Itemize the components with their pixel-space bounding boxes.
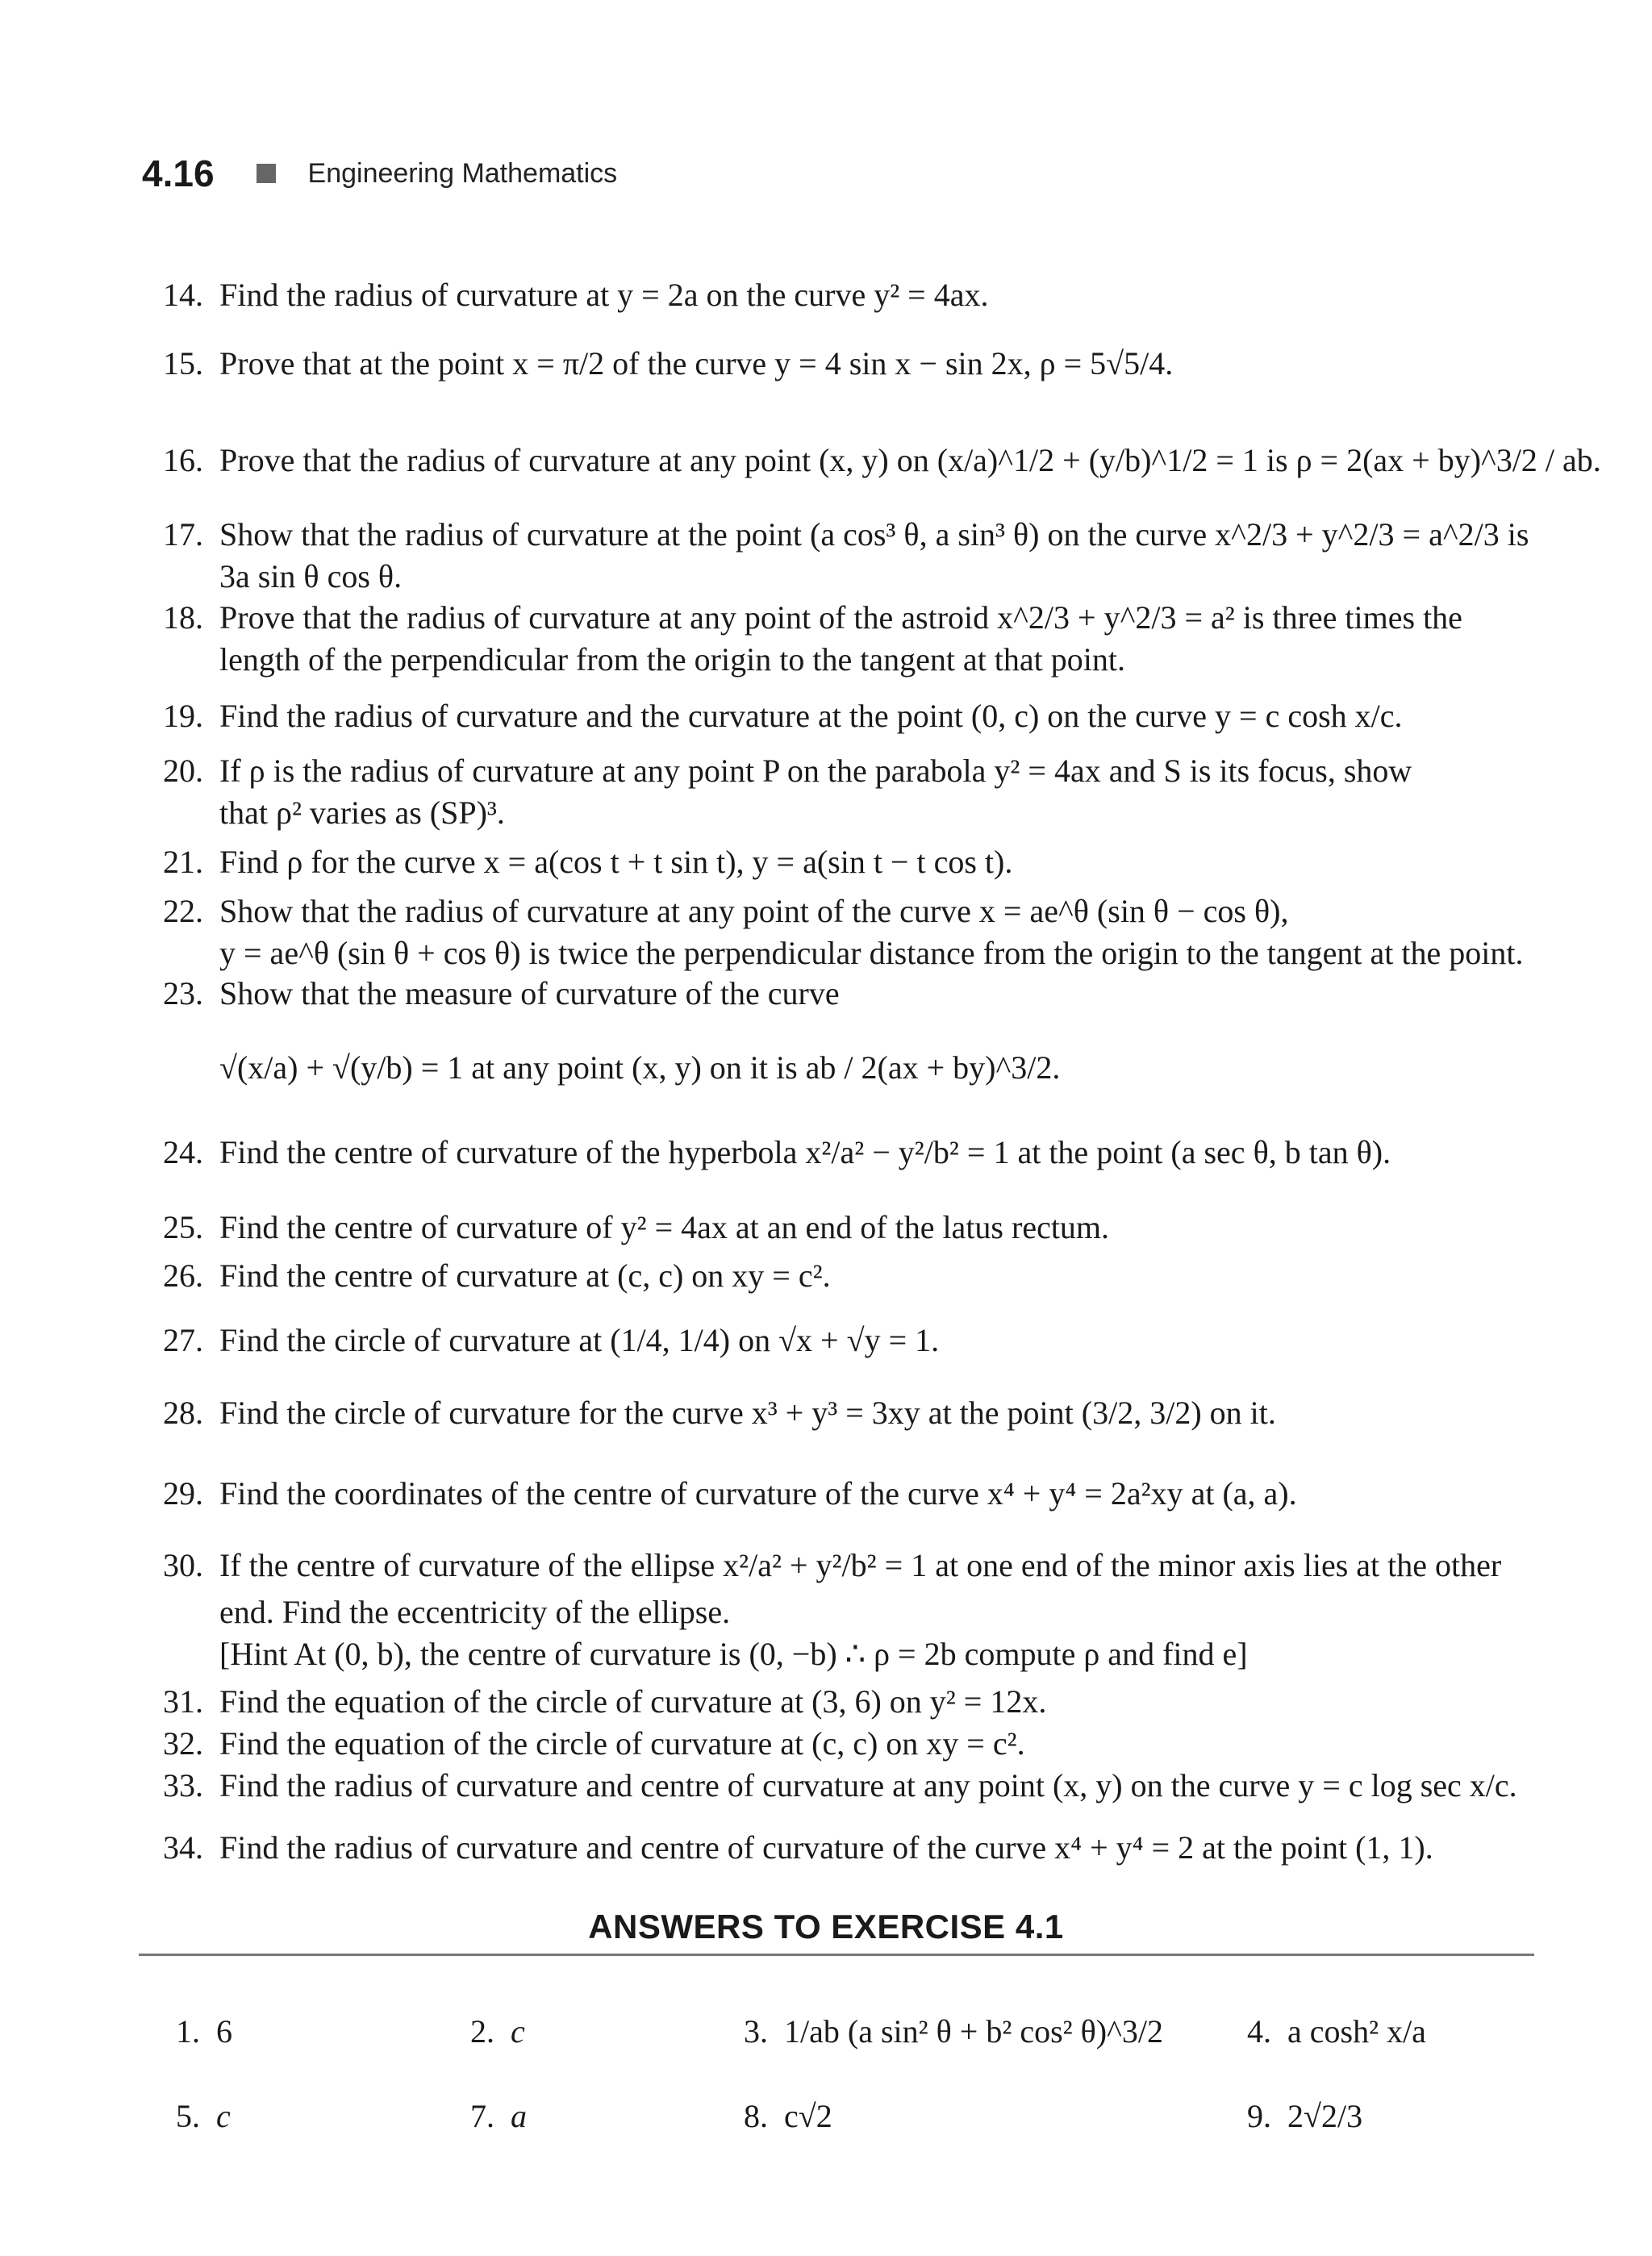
question-31 bbox=[136, 1681, 1531, 1723]
question-continuation: y = ae^θ (sin θ + cos θ) is twice the perpendicular distance from the origin to the tangent at the point. bbox=[219, 935, 1524, 971]
question-text: Find ρ for the curve x = a(cos t + t sin t), y = a(sin t − t cos t). bbox=[219, 844, 1013, 880]
question-hint: [Hint At (0, b), the centre of curvature is (0, −b) ∴ ρ = 2b compute ρ and find e] bbox=[219, 1636, 1248, 1672]
question-number: 32. bbox=[163, 1725, 203, 1762]
square-bullet-icon bbox=[257, 164, 276, 183]
question-26 bbox=[136, 1255, 1531, 1297]
question-continuation: √(x/a) + √(y/b) = 1 at any point (x, y) on it is ab / 2(ax + by)^3/2. bbox=[219, 1049, 1061, 1086]
question-33 bbox=[136, 1765, 1531, 1807]
question-14 bbox=[136, 274, 1531, 316]
question-18 bbox=[136, 597, 1531, 681]
question-30 bbox=[136, 1545, 1531, 1675]
question-number: 18. bbox=[163, 599, 203, 636]
section-divider bbox=[139, 1954, 1534, 1956]
question-number: 31. bbox=[163, 1683, 203, 1720]
question-text: Find the centre of curvature of the hyperbola x²/a² − y²/b² = 1 at the point (a sec θ, b tan θ). bbox=[219, 1134, 1391, 1170]
question-number: 25. bbox=[163, 1209, 203, 1245]
question-text: Show that the measure of curvature of the curve bbox=[219, 975, 840, 1011]
question-number: 30. bbox=[163, 1547, 203, 1583]
question-number: 14. bbox=[163, 277, 203, 313]
question-number: 22. bbox=[163, 893, 203, 929]
question-number: 20. bbox=[163, 753, 203, 789]
page-number: 4.16 bbox=[142, 152, 215, 194]
question-text: If the centre of curvature of the ellipse x²/a² + y²/b² = 1 at one end of the minor axis lies at the other bbox=[219, 1547, 1502, 1583]
question-22 bbox=[136, 890, 1531, 974]
question-continuation: that ρ² varies as (SP)³. bbox=[219, 794, 505, 831]
question-continuation: length of the perpendicular from the origin to the tangent at that point. bbox=[219, 641, 1126, 678]
question-28 bbox=[136, 1392, 1531, 1434]
question-number: 26. bbox=[163, 1257, 203, 1294]
question-20 bbox=[136, 750, 1531, 834]
page-header bbox=[142, 145, 617, 202]
question-text: Find the radius of curvature at y = 2a on the curve y² = 4ax. bbox=[219, 277, 989, 313]
question-text: Show that the radius of curvature at any point of the curve x = ae^θ (sin θ − cos θ), bbox=[219, 893, 1289, 929]
question-19 bbox=[136, 695, 1531, 737]
question-text: Prove that at the point x = π/2 of the curve y = 4 sin x − sin 2x, ρ = 5√5/4. bbox=[219, 345, 1174, 382]
question-text: Find the centre of curvature of y² = 4ax at an end of the latus rectum. bbox=[219, 1209, 1110, 1245]
question-number: 27. bbox=[163, 1322, 203, 1358]
question-23 bbox=[136, 973, 1531, 1089]
question-text: Prove that the radius of curvature at any point (x, y) on (x/a)^1/2 + (y/b)^1/2 = 1 is ρ = 2(ax + by)^3/2 / ab. bbox=[219, 442, 1601, 478]
answer-item: 9. 2√2/3 bbox=[1247, 2098, 1363, 2134]
question-text: Find the equation of the circle of curvature at (c, c) on xy = c². bbox=[219, 1725, 1025, 1762]
question-text: Find the circle of curvature at (1/4, 1/4) on √x + √y = 1. bbox=[219, 1322, 940, 1358]
question-17 bbox=[136, 514, 1531, 598]
answer-item: 7. a bbox=[470, 2098, 527, 2134]
question-continuation: end. Find the eccentricity of the ellipse. bbox=[219, 1594, 731, 1630]
book-title: Engineering Mathematics bbox=[307, 157, 618, 189]
question-21 bbox=[136, 841, 1531, 883]
question-text: Find the radius of curvature and centre of curvature of the curve x⁴ + y⁴ = 2 at the point (1, 1). bbox=[219, 1829, 1433, 1866]
question-25 bbox=[136, 1207, 1531, 1249]
question-number: 28. bbox=[163, 1395, 203, 1431]
question-16 bbox=[136, 440, 1601, 482]
question-number: 33. bbox=[163, 1767, 203, 1804]
question-number: 34. bbox=[163, 1829, 203, 1866]
question-text: If ρ is the radius of curvature at any point P on the parabola y² = 4ax and S is its focus, show bbox=[219, 753, 1412, 789]
question-32 bbox=[136, 1723, 1531, 1765]
question-text: Find the equation of the circle of curvature at (3, 6) on y² = 12x. bbox=[219, 1683, 1047, 1720]
question-text: Find the radius of curvature and centre of curvature at any point (x, y) on the curve y = c log sec x/c. bbox=[219, 1767, 1517, 1804]
answer-item: 5. c bbox=[176, 2098, 231, 2134]
question-continuation: 3a sin θ cos θ. bbox=[219, 558, 403, 594]
answer-item: 8. c√2 bbox=[744, 2098, 832, 2134]
question-text: Find the radius of curvature and the curvature at the point (0, c) on the curve y = c cosh x/c. bbox=[219, 698, 1403, 734]
question-29 bbox=[136, 1473, 1531, 1515]
question-number: 16. bbox=[163, 442, 203, 478]
question-15 bbox=[136, 343, 1531, 385]
question-number: 19. bbox=[163, 698, 203, 734]
answer-item: 3. 1/ab (a sin² θ + b² cos² θ)^3/2 bbox=[744, 2013, 1163, 2050]
answer-item: 4. a cosh² x/a bbox=[1247, 2013, 1426, 2050]
question-27 bbox=[136, 1320, 1531, 1362]
question-number: 23. bbox=[163, 975, 203, 1011]
answers-heading: ANSWERS TO EXERCISE 4.1 bbox=[588, 1908, 1064, 1945]
answer-item: 2. c bbox=[470, 2013, 525, 2050]
question-text: Show that the radius of curvature at the point (a cos³ θ, a sin³ θ) on the curve x^2/3 + y^2/3 = a^2/3 is bbox=[219, 516, 1529, 553]
question-number: 24. bbox=[163, 1134, 203, 1170]
question-text: Find the circle of curvature for the curve x³ + y³ = 3xy at the point (3/2, 3/2) on it. bbox=[219, 1395, 1276, 1431]
question-34 bbox=[136, 1827, 1531, 1869]
answer-item: 1. 6 bbox=[176, 2013, 232, 2050]
question-number: 21. bbox=[163, 844, 203, 880]
question-text: Find the centre of curvature at (c, c) on xy = c². bbox=[219, 1257, 831, 1294]
question-text: Prove that the radius of curvature at any point of the astroid x^2/3 + y^2/3 = a² is three times the bbox=[219, 599, 1462, 636]
question-text: Find the coordinates of the centre of curvature of the curve x⁴ + y⁴ = 2a²xy at (a, a). bbox=[219, 1475, 1297, 1512]
question-number: 29. bbox=[163, 1475, 203, 1512]
question-number: 17. bbox=[163, 516, 203, 553]
question-24 bbox=[136, 1132, 1531, 1174]
question-number: 15. bbox=[163, 345, 203, 382]
